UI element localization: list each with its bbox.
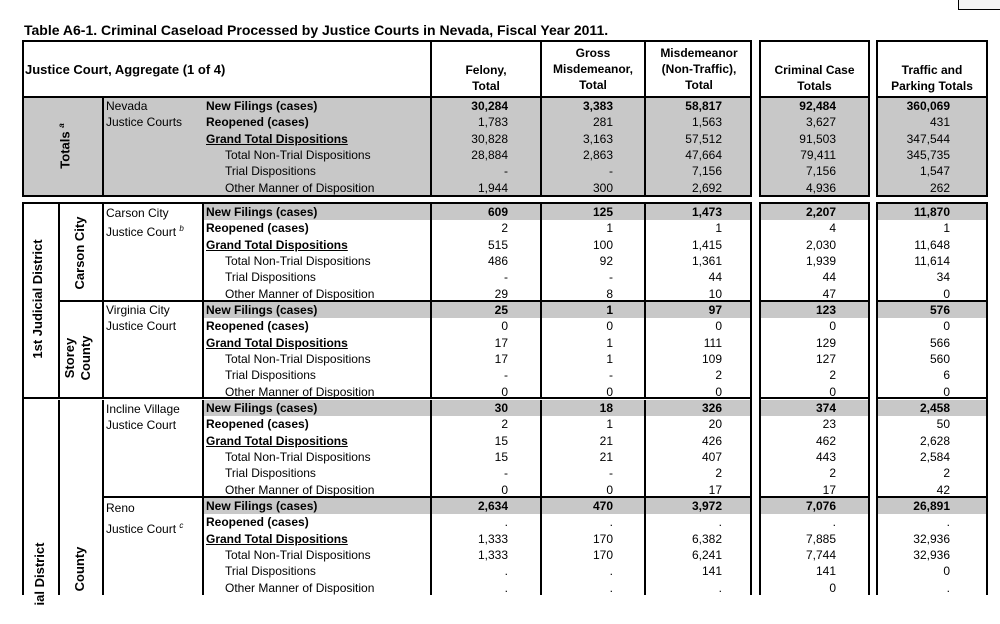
- table-cell: -: [609, 466, 613, 481]
- table-cell: 3,627: [805, 115, 836, 130]
- carson-court-name: Carson City Justice Court $^b$: [106, 206, 184, 239]
- table-cell: 2,634: [477, 499, 508, 513]
- table-cell: 1,944: [477, 180, 508, 195]
- table-cell: 2: [829, 466, 836, 481]
- table-cell: 6: [943, 368, 950, 383]
- col-header-criminal-case-totals: Criminal Case Totals: [774, 63, 855, 93]
- table-cell: .: [504, 564, 508, 579]
- table-cell: 0: [606, 482, 613, 497]
- table-cell: 1,361: [691, 253, 722, 268]
- row-label-trial: Trial Dispositions: [225, 564, 316, 579]
- table-cell: .: [718, 515, 722, 530]
- table-cell: 2,863: [582, 147, 613, 162]
- table-cell: 92: [599, 253, 613, 268]
- table-cell: 0: [715, 319, 722, 334]
- table-cell: 3,383: [582, 99, 613, 113]
- table-cell: 32,936: [913, 531, 950, 546]
- table-cell: 609: [487, 205, 508, 219]
- col-header-felony: Felony, Total: [465, 63, 507, 93]
- table-cell: 79,411: [800, 147, 836, 162]
- table-cell: 4: [829, 221, 836, 236]
- table-cell: 0: [943, 564, 950, 579]
- table-cell: -: [609, 368, 613, 383]
- table-cell: 2,584: [919, 449, 950, 464]
- row-label-other-manner: Other Manner of Disposition: [225, 482, 375, 497]
- row-label-non-trial: Total Non-Trial Dispositions: [225, 449, 371, 464]
- table-cell: 127: [815, 351, 836, 366]
- table-cell: 47,664: [685, 147, 722, 162]
- table-cell: 30: [494, 401, 508, 415]
- page-corner-tab: [958, 0, 1000, 10]
- table-cell: 1,333: [477, 547, 508, 562]
- table-cell: 1,333: [477, 531, 508, 546]
- table-cell: 2: [501, 417, 508, 432]
- table-cell: 30,828: [471, 131, 508, 146]
- table-cell: .: [504, 515, 508, 530]
- table-cell: 44: [708, 270, 722, 285]
- row-label-new-filings: New Filings (cases): [206, 205, 318, 219]
- table-cell: 32,936: [913, 547, 950, 562]
- totals-court-name: Nevada Justice Courts: [106, 99, 183, 129]
- row-label-new-filings: New Filings (cases): [206, 303, 318, 317]
- virginia-court-name: Virginia City Justice Court: [106, 303, 177, 333]
- table-cell: 21: [599, 433, 613, 448]
- table-cell: .: [946, 580, 950, 595]
- table-cell: 1,939: [805, 253, 836, 268]
- table-cell: 17: [822, 482, 836, 497]
- table-cell: 0: [829, 384, 836, 399]
- table-cell: 92,484: [799, 99, 836, 113]
- col-header-gross-misdemeanor: Gross Misdemeanor, Total: [552, 46, 634, 92]
- table-cell: .: [718, 580, 722, 595]
- table-cell: 1,473: [691, 205, 722, 219]
- table-cell: 470: [592, 499, 613, 513]
- row-label-grand-total: Grand Total Dispositions: [206, 131, 348, 146]
- table-cell: 17: [494, 335, 508, 350]
- table-cell: 3,163: [582, 131, 613, 146]
- table-cell: 11,870: [913, 205, 950, 219]
- table-cell: 58,817: [685, 99, 722, 113]
- table-cell: 1: [606, 417, 613, 432]
- table-cell: 1: [606, 335, 613, 350]
- table-cell: 0: [829, 319, 836, 334]
- table-cell: 326: [701, 401, 722, 415]
- table-cell: 1: [715, 221, 722, 236]
- table-cell: 7,885: [805, 531, 836, 546]
- table-cell: 2,458: [919, 401, 950, 415]
- table-cell: .: [504, 580, 508, 595]
- row-label-reopened: Reopened (cases): [206, 115, 309, 130]
- row-label-trial: Trial Dispositions: [225, 164, 316, 179]
- row-label-grand-total: Grand Total Dispositions: [206, 335, 348, 350]
- table-cell: 6,241: [691, 547, 722, 562]
- table-cell: -: [504, 368, 508, 383]
- table-cell: 281: [592, 115, 613, 130]
- row-label-non-trial: Total Non-Trial Dispositions: [225, 147, 371, 162]
- table-cell: 2,692: [691, 180, 722, 195]
- row-label-new-filings: New Filings (cases): [206, 99, 318, 113]
- table-cell: 2: [829, 368, 836, 383]
- row-label-reopened: Reopened (cases): [206, 417, 309, 432]
- table-cell: 1: [606, 221, 613, 236]
- row-label-grand-total: Grand Total Dispositions: [206, 433, 348, 448]
- table-cell: 431: [929, 115, 950, 130]
- table-cell: 141: [701, 564, 722, 579]
- table-cell: 2: [943, 466, 950, 481]
- reno-court-name: Reno Justice Court $^c$: [106, 501, 184, 536]
- table-cell: 2,207: [805, 205, 836, 219]
- table-cell: 11,614: [914, 253, 950, 268]
- table-cell: 50: [936, 417, 950, 432]
- table-cell: 1,415: [691, 237, 722, 252]
- row-label-reopened: Reopened (cases): [206, 515, 309, 530]
- table-cell: 0: [943, 384, 950, 399]
- table-cell: 15: [494, 433, 508, 448]
- table-cell: 100: [592, 237, 613, 252]
- table-cell: 1,547: [919, 164, 950, 179]
- table-cell: 486: [487, 253, 508, 268]
- header-label: Justice Court, Aggregate (1 of 4): [25, 62, 226, 77]
- row-label-new-filings: New Filings (cases): [206, 499, 318, 513]
- table-cell: 6,382: [691, 531, 722, 546]
- table-cell: 566: [929, 335, 950, 350]
- table-cell: 515: [487, 237, 508, 252]
- district2-label: ial District: [32, 542, 47, 606]
- row-label-trial: Trial Dispositions: [225, 368, 316, 383]
- table-cell: 47: [822, 286, 836, 301]
- table-cell: 0: [829, 580, 836, 595]
- table-cell: 1: [606, 303, 613, 317]
- table-cell: 1: [606, 351, 613, 366]
- table-cell: .: [609, 564, 613, 579]
- carson-city-county-label: Carson City: [72, 216, 87, 290]
- table-cell: 7,744: [805, 547, 836, 562]
- row-label-other-manner: Other Manner of Disposition: [225, 180, 375, 195]
- table-cell: 25: [494, 303, 508, 317]
- table-cell: 2,628: [919, 433, 950, 448]
- col-header-misdemeanor-nontraffic: Misdemeanor (Non-Traffic), Total: [660, 46, 738, 92]
- table-cell: 29: [494, 286, 508, 301]
- table-cell: 42: [936, 482, 950, 497]
- table-cell: 407: [701, 449, 722, 464]
- table-cell: -: [609, 270, 613, 285]
- table-title: Table A6-1. Criminal Caseload Processed by Justice Courts in Nevada, Fiscal Year 2011.: [24, 22, 609, 38]
- table-cell: 20: [708, 417, 722, 432]
- table-cell: 57,512: [685, 131, 722, 146]
- table-cell: 109: [701, 351, 722, 366]
- table-cell: 10: [708, 286, 722, 301]
- table-cell: 0: [943, 286, 950, 301]
- table-cell: .: [609, 580, 613, 595]
- row-label-grand-total: Grand Total Dispositions: [206, 531, 348, 546]
- table-cell: 8: [606, 286, 613, 301]
- row-label-other-manner: Other Manner of Disposition: [225, 384, 375, 399]
- row-label-new-filings: New Filings (cases): [206, 401, 318, 415]
- table-cell: 21: [599, 449, 613, 464]
- table-cell: 0: [943, 319, 950, 334]
- washoe-county-label: County: [72, 546, 87, 592]
- table-cell: 262: [929, 180, 950, 195]
- row-label-reopened: Reopened (cases): [206, 319, 309, 334]
- district1-label: 1st Judicial District: [30, 239, 45, 359]
- table-cell: 129: [815, 335, 836, 350]
- totals-side-label: Totals $^a$: [57, 123, 73, 169]
- table-cell: 34: [936, 270, 950, 285]
- table-cell: 2: [715, 466, 722, 481]
- table-cell: 1,783: [477, 115, 508, 130]
- table-cell: 30,284: [471, 99, 508, 113]
- row-label-non-trial: Total Non-Trial Dispositions: [225, 547, 371, 562]
- table-cell: 18: [599, 401, 613, 415]
- table-cell: 0: [606, 384, 613, 399]
- table-cell: 462: [815, 433, 836, 448]
- table-cell: 4,936: [805, 180, 836, 195]
- table-cell: 374: [815, 401, 836, 415]
- table-cell: 23: [822, 417, 836, 432]
- table-cell: .: [609, 515, 613, 530]
- storey-county-label: Storey County: [62, 335, 93, 381]
- table-cell: 300: [592, 180, 613, 195]
- incline-court-name: Incline Village Justice Court: [106, 402, 180, 432]
- table-cell: 2: [501, 221, 508, 236]
- table-cell: 123: [815, 303, 836, 317]
- table-cell: 125: [592, 205, 613, 219]
- row-label-non-trial: Total Non-Trial Dispositions: [225, 351, 371, 366]
- table-cell: 17: [494, 351, 508, 366]
- table-cell: -: [504, 270, 508, 285]
- table-cell: 26,891: [913, 499, 950, 513]
- table-cell: 44: [822, 270, 836, 285]
- table-cell: 2,030: [805, 237, 836, 252]
- table-cell: 170: [592, 547, 613, 562]
- table-cell: 345,735: [906, 147, 950, 162]
- table-cell: 0: [606, 319, 613, 334]
- table-cell: 91,503: [799, 131, 836, 146]
- table-cell: 97: [708, 303, 722, 317]
- row-label-reopened: Reopened (cases): [206, 221, 309, 236]
- row-label-non-trial: Total Non-Trial Dispositions: [225, 253, 371, 268]
- table-cell: 15: [494, 449, 508, 464]
- col-header-traffic-parking: Traffic and Parking Totals: [891, 63, 973, 93]
- table-cell: 28,884: [471, 147, 508, 162]
- table-cell: 3,972: [691, 499, 722, 513]
- table-cell: 7,156: [805, 164, 836, 179]
- table-cell: 111: [703, 335, 722, 350]
- table-cell: -: [504, 466, 508, 481]
- table-cell: 17: [708, 482, 722, 497]
- row-label-grand-total: Grand Total Dispositions: [206, 237, 348, 252]
- table-cell: 1: [943, 221, 950, 236]
- table-cell: .: [946, 515, 950, 530]
- table-cell: 426: [701, 433, 722, 448]
- table-cell: 0: [501, 319, 508, 334]
- table-cell: 1,563: [691, 115, 722, 130]
- row-label-other-manner: Other Manner of Disposition: [225, 580, 375, 595]
- table-cell: 7,076: [805, 499, 836, 513]
- table-cell: 347,544: [906, 131, 950, 146]
- row-label-trial: Trial Dispositions: [225, 270, 316, 285]
- table-cell: 7,156: [691, 164, 722, 179]
- table-cell: 2: [715, 368, 722, 383]
- table-cell: .: [832, 515, 836, 530]
- table-cell: 443: [815, 449, 836, 464]
- table-cell: -: [504, 164, 508, 179]
- row-label-trial: Trial Dispositions: [225, 466, 316, 481]
- table-cell: 0: [501, 482, 508, 497]
- table-cell: 360,069: [906, 99, 950, 113]
- table-cell: 0: [715, 384, 722, 399]
- table-cell: 141: [815, 564, 836, 579]
- table-cell: 560: [929, 351, 950, 366]
- table-cell: -: [609, 164, 613, 179]
- table-cell: 0: [501, 384, 508, 399]
- table-cell: 576: [929, 303, 950, 317]
- table-cell: 170: [592, 531, 613, 546]
- table-cell: 11,648: [914, 237, 950, 252]
- row-label-other-manner: Other Manner of Disposition: [225, 286, 375, 301]
